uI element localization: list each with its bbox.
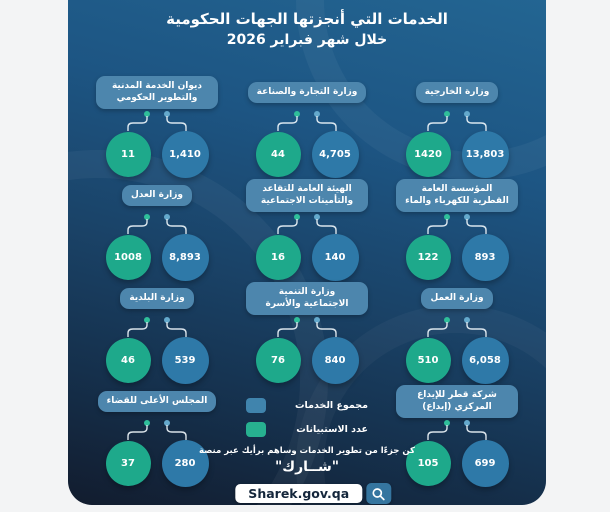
- services-value: 13,803: [465, 149, 505, 160]
- title-line-1: الخدمات التي أنجزتها الجهات الحكومية: [166, 10, 448, 28]
- legend-surveys-label: عدد الاستبيانات: [296, 424, 368, 435]
- surveys-value: 1008: [114, 252, 142, 263]
- surveys-circle: [406, 132, 451, 177]
- surveys-value: 510: [417, 355, 439, 366]
- surveys-value: 76: [271, 355, 285, 366]
- department-header-area: [382, 75, 532, 110]
- cta-platform-name: "شــارك": [274, 459, 340, 475]
- department-header-area: [232, 75, 382, 110]
- connector-lines: [232, 111, 382, 131]
- department-header-area: [82, 75, 232, 110]
- department-block: [232, 75, 382, 178]
- connector-lines: [82, 111, 232, 131]
- services-circle: [162, 234, 209, 281]
- connector-lines: [232, 317, 382, 337]
- surveys-circle: [106, 235, 151, 280]
- department-block: [82, 178, 232, 281]
- department-header-area: [82, 384, 232, 419]
- call-to-action: [68, 446, 546, 475]
- department-block: [232, 178, 382, 281]
- department-name: وزارة التنمية الاجتماعية والأسرة: [246, 282, 368, 315]
- services-value: 1,410: [169, 149, 201, 160]
- department-header-area: [382, 384, 532, 419]
- connector-lines: [232, 214, 382, 234]
- department-header-area: [232, 281, 382, 316]
- surveys-circle: [106, 338, 151, 383]
- title-line-2: خلال شهر فبراير 2026: [226, 32, 388, 48]
- legend-row-services: [246, 398, 368, 413]
- value-circles: [406, 234, 509, 281]
- department-name: ديوان الخدمة المدنية والتطوير الحكومي: [96, 76, 218, 109]
- surveys-circle: [256, 132, 301, 177]
- services-value: 840: [324, 355, 346, 366]
- department-name: وزارة الخارجية: [416, 82, 499, 103]
- department-name: شركة قطر للإيداع المركزي (إيداع): [396, 385, 518, 418]
- department-name: المجلس الأعلى للقضاء: [98, 391, 217, 412]
- value-circles: [256, 337, 359, 384]
- value-circles: [106, 337, 209, 384]
- department-name: وزارة العمل: [421, 288, 492, 309]
- services-value: 4,705: [319, 149, 351, 160]
- services-circle: [312, 337, 359, 384]
- department-name: الهيئة العامة للتقاعد والتأمينات الاجتماعية: [246, 179, 368, 212]
- connector-lines: [82, 317, 232, 337]
- surveys-value: 105: [417, 458, 439, 469]
- surveys-value: 122: [417, 252, 439, 263]
- services-circle: [462, 337, 509, 384]
- services-value: 893: [474, 252, 496, 263]
- department-block: [382, 75, 532, 178]
- search-icon[interactable]: [366, 483, 391, 504]
- department-name: المؤسسة العامة القطرية للكهرباء والماء: [396, 179, 518, 212]
- surveys-circle: [106, 132, 151, 177]
- services-value: 8,893: [169, 252, 201, 263]
- value-circles: [406, 131, 509, 178]
- connector-lines: [382, 214, 532, 234]
- surveys-value: 44: [271, 149, 285, 160]
- legend-row-surveys: [246, 422, 368, 437]
- surveys-circle: [406, 338, 451, 383]
- department-header-area: [382, 178, 532, 213]
- department-header-area: [382, 281, 532, 316]
- surveys-value: 16: [271, 252, 285, 263]
- surveys-value: 46: [121, 355, 135, 366]
- department-block: [232, 281, 382, 384]
- department-block: [82, 75, 232, 178]
- department-header-area: [232, 178, 382, 213]
- surveys-value: 37: [121, 458, 135, 469]
- value-circles: [256, 131, 359, 178]
- connector-lines: [382, 317, 532, 337]
- connector-lines: [382, 420, 532, 440]
- departments-grid: [82, 75, 532, 487]
- services-circle: [162, 337, 209, 384]
- page-title: [68, 10, 546, 48]
- connector-lines: [82, 214, 232, 234]
- value-circles: [256, 234, 359, 281]
- surveys-circle: [256, 235, 301, 280]
- department-name: وزارة العدل: [122, 185, 192, 206]
- department-name: وزارة البلدية: [120, 288, 193, 309]
- value-circles: [106, 131, 209, 178]
- connector-lines: [82, 420, 232, 440]
- department-block: [382, 178, 532, 281]
- services-value: 140: [324, 252, 346, 263]
- department-header-area: [82, 178, 232, 213]
- legend-services-label: مجموع الخدمات: [294, 400, 368, 411]
- services-circle: [462, 234, 509, 281]
- department-block: [382, 281, 532, 384]
- surveys-value: 11: [121, 149, 135, 160]
- connector-lines: [382, 111, 532, 131]
- services-swatch: [246, 398, 266, 413]
- value-circles: [106, 234, 209, 281]
- surveys-circle: [406, 235, 451, 280]
- services-value: 280: [174, 458, 196, 469]
- services-circle: [312, 131, 359, 178]
- department-header-area: [82, 281, 232, 316]
- sharek-url-text[interactable]: Sharek.gov.qa: [235, 484, 362, 503]
- department-block: [82, 281, 232, 384]
- services-circle: [162, 131, 209, 178]
- surveys-circle: [256, 338, 301, 383]
- surveys-swatch: [246, 422, 266, 437]
- cta-text: كن جزءًا من تطوير الخدمات وساهم برأيك عبر منصة: [199, 446, 415, 456]
- services-value: 6,058: [469, 355, 501, 366]
- department-name: وزارة التجارة والصناعة: [248, 82, 367, 103]
- infographic-card: [68, 0, 546, 505]
- surveys-value: 1420: [414, 149, 442, 160]
- services-value: 539: [174, 355, 196, 366]
- sharek-url-button[interactable]: [235, 483, 391, 504]
- services-circle: [462, 131, 509, 178]
- value-circles: [406, 337, 509, 384]
- services-circle: [312, 234, 359, 281]
- services-value: 699: [474, 458, 496, 469]
